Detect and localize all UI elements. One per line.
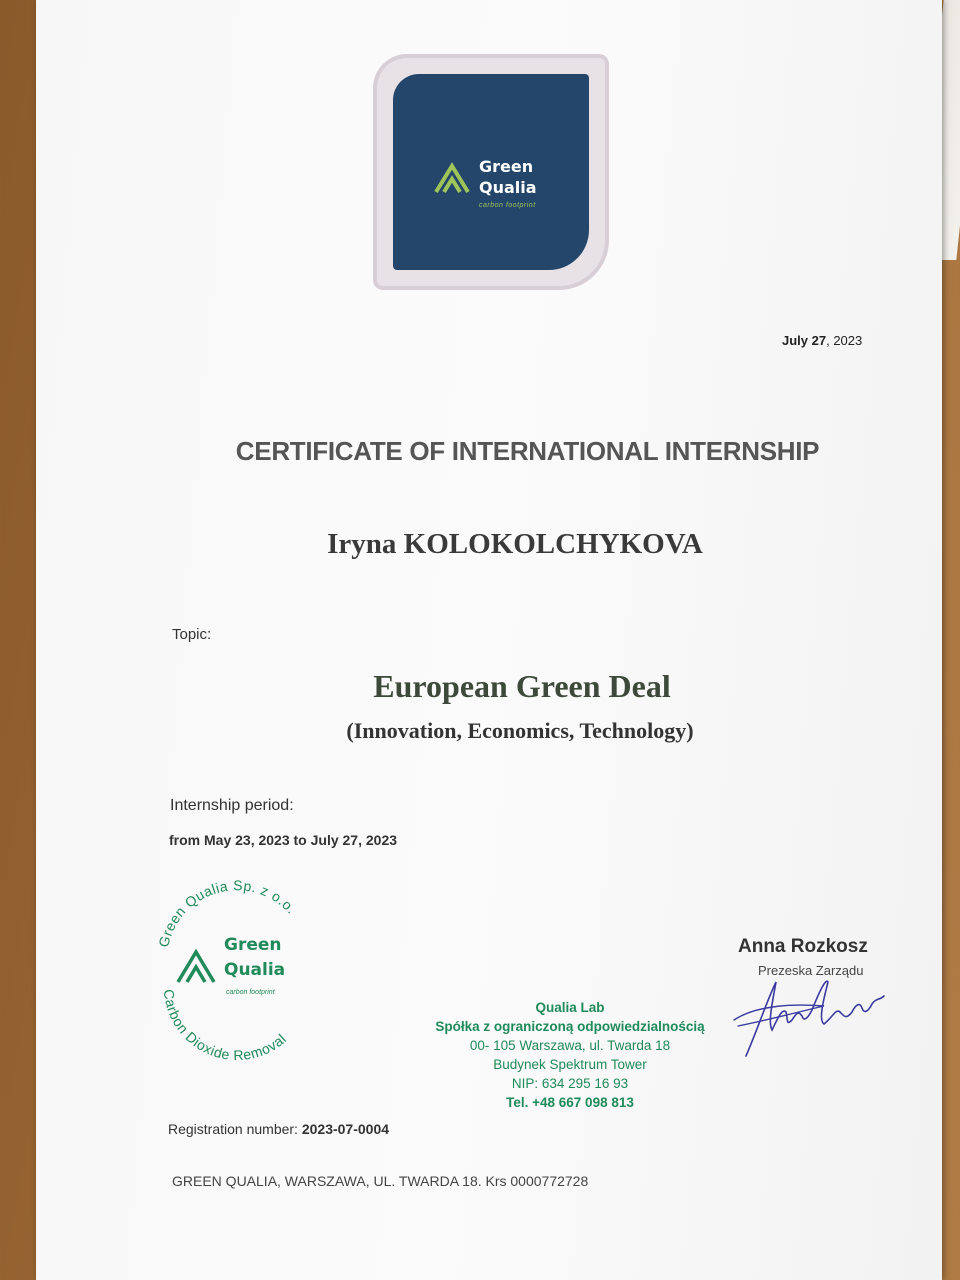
signer-name: Anna Rozkosz: [738, 936, 868, 957]
chevron-mark-icon: [433, 162, 471, 194]
topic-subtitle: (Innovation, Economics, Technology): [346, 718, 694, 743]
logo-panel: [393, 74, 589, 270]
footer-address: GREEN QUALIA, WARSZAWA, UL. TWARDA 18. Krs 0000772728: [172, 1173, 589, 1189]
registration-number: [168, 1121, 389, 1137]
registration-value: 2023-07-0004: [301, 1121, 390, 1137]
company-legal-form: Spółka z ograniczoną odpowiedzialnością: [435, 1019, 705, 1034]
stamp-top-arc: Green Qualia Sp. z o.o.: [155, 880, 300, 949]
issue-date-month-day: July 27: [782, 333, 827, 348]
issue-date: [782, 333, 862, 348]
topic-title: European Green Deal: [373, 668, 671, 704]
company-address-line-2: Budynek Spektrum Tower: [493, 1057, 647, 1072]
logo-tagline: carbon footprint: [479, 202, 536, 209]
company-stamp: [150, 880, 320, 1060]
stamp-chevron-icon: [178, 952, 214, 982]
company-nip: NIP: 634 295 16 93: [511, 1076, 629, 1091]
company-address-line-1: 00- 105 Warszawa, ul. Twarda 18: [469, 1038, 671, 1053]
issue-date-year: , 2023: [826, 333, 863, 348]
company-logo: [377, 58, 605, 286]
recipient-name: Iryna KOLOKOLCHYKOVA: [327, 528, 703, 560]
stamp-bottom-arc: Carbon Dioxide Removal: [160, 988, 290, 1060]
logo-line-2: Qualia: [479, 178, 537, 197]
registration-label: Registration number:: [168, 1121, 302, 1137]
topic-label: Topic:: [172, 626, 212, 643]
company-name: Qualia Lab: [535, 1000, 605, 1015]
logo-line-1: Green: [479, 157, 534, 176]
logo-wordmark: [479, 156, 537, 198]
certificate-title: CERTIFICATE OF INTERNATIONAL INTERNSHIP: [235, 436, 820, 466]
company-info: [360, 998, 780, 1112]
internship-period-value: from May 23, 2023 to July 27, 2023: [169, 832, 398, 848]
stamp-line-1: Green: [224, 935, 282, 955]
stamp-line-2: Qualia: [224, 960, 286, 980]
company-phone: Tel. +48 667 098 813: [506, 1095, 634, 1110]
internship-period-label: Internship period:: [170, 797, 294, 814]
stamp-tagline: carbon footprint: [226, 989, 275, 996]
signer-role: Prezeska Zarządu: [758, 963, 864, 978]
